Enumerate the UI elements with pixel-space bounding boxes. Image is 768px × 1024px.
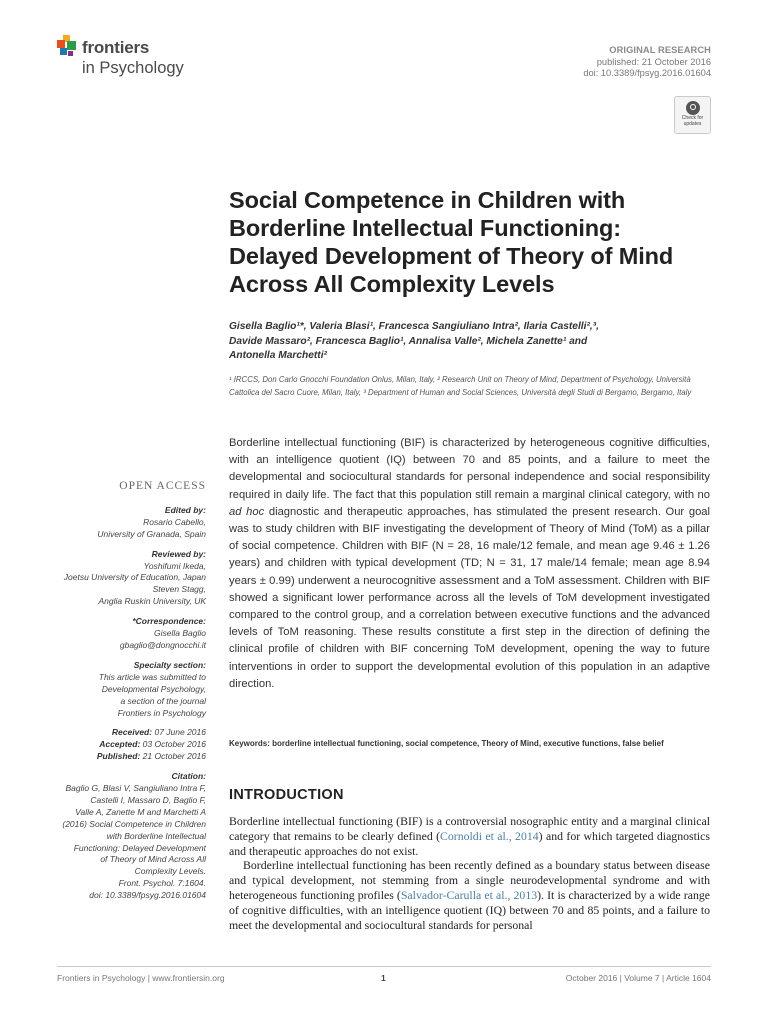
frontiers-logo-icon: [57, 34, 81, 60]
introduction-body: [229, 814, 710, 932]
article-title: Social Competence in Children with Borderline Intellectual Functioning: Delayed Development of Theory of Mind Across All Complexity Levels: [229, 187, 674, 297]
paragraph: Borderline intellectual functioning has been recently defined as a boundary status between disease and typical development, not stemming from a single neurodevelopmental syndrome and with heterogeneous functioning profiles (Salvador-Carulla et al., 2013). It is characterized by a wide range of cognitive difficulties, with an intelligence quotient (IQ) between 70 and 85 points, and a failure to meet the developmental and sociocultural standards for personal: [229, 858, 710, 932]
citation-link[interactable]: Cornoldi et al., 2014: [440, 828, 539, 843]
updates-icon: [686, 101, 700, 115]
logo-text-journal: in Psychology: [82, 59, 184, 77]
journal-logo[interactable]: [57, 34, 217, 84]
check-for-updates-badge[interactable]: Check for updates: [674, 96, 711, 134]
article-sidebar: OPEN ACCESS Edited by: Rosario Cabello, University of Granada, Spain Reviewed by: Yoshifumi Ikeda, Joetsu University of Education, Japan Steven Stagg, Anglia Ruskin University, UK *Correspondence: Gisella Baglio gbaglio@dongnocchi.it Specialty section: This article was submitted to Developmental Psychology, a section of the journal Frontiers in Psychology Received: 07 June 2016 Accepted: 03 October 2016 Published: 21 October 2016 Citation: Baglio G, Blasi V, Sangiuliano Intra F, Castelli I, Massaro D, Baglio F, Valle A, Zanette M and Marchetti A (2016) Social Competence in Children with Borderline Intellectual Functioning: Delayed Development of Theory of Mind Across All Complexity Levels. Front. Psychol. 7:1604. doi: 10.3389/fpsyg.2016.01604: [60, 481, 206, 902]
doi[interactable]: doi: 10.3389/fpsyg.2016.01604: [583, 68, 711, 78]
abstract: Borderline intellectual functioning (BIF) is characterized by heterogeneous cognitive difficulties, with an intelligence quotient (IQ) between 70 and 85 points, and a failure to meet the developmental and sociocultural standards for personal independence and social responsibility required in daily life. The fact that this population still remain a marginal clinical category, with no ad hoc diagnostic and therapeutic approaches, has stimulated the present research. Our goal was to study children with BIF investigating the development of Theory of Mind (ToM) as a pillar of social competence. Children with BIF (N = 28, 16 male/12 female, and mean age 9.46 ± 1.26 years) and children with typical development (TD; N = 31, 17 male/14 female; mean age 8.94 years ± 0.99) underwent a neurocognitive assessment and a ToM assessment. Children with BIF showed a significant lower performance across all the levels of ToM development investigated compared to the control group, and a correlation between executive functions and the advanced levels of ToM reasoning. These results constitute a first step in the direction of defining the clinical profile of children with BIF concerning ToM development, opening the way to future interventions in order to support the developmental evolution of this population in an adaptive direction.: [229, 437, 710, 690]
footer-journal-url[interactable]: Frontiers in Psychology | www.frontiersin.org: [57, 973, 225, 983]
affiliations: ¹ IRCCS, Don Carlo Gnocchi Foundation Onlus, Milan, Italy, ² Research Unit on Theory of Mind, Department of Psychology, Università Cattolica del Sacro Cuore, Milan, Italy, ³ Department of Human and Social Sciences, Università degli Studi di Bergamo, Bergamo, Italy: [229, 375, 692, 397]
article-header-info: [583, 45, 711, 80]
published-date: published: 21 October 2016: [596, 56, 711, 67]
footer-volume-info: October 2016 | Volume 7 | Article 1604: [565, 973, 711, 983]
author-list: Gisella Baglio¹*, Valeria Blasi¹, Francesca Sangiuliano Intra², Ilaria Castelli²,³, Davide Massaro², Francesca Baglio¹, Annalisa Valle², Michela Zanette¹ and Antonella Marchetti²: [229, 321, 599, 361]
footer-divider: [57, 966, 711, 967]
section-heading-introduction: INTRODUCTION: [229, 787, 344, 803]
paragraph: Borderline intellectual functioning (BIF) is a controversial nosographic entity and a marginal clinical category that remains to be clearly defined (Cornoldi et al., 2014) and for which targeted diagnostics and therapeutic approaches do not exist.: [229, 814, 710, 858]
article-type: ORIGINAL RESEARCH: [609, 45, 711, 55]
logo-text-frontiers: frontiers: [82, 38, 150, 57]
page-number: 1: [381, 973, 386, 983]
correspondence-email[interactable]: gbaglio@dongnocchi.it: [119, 639, 206, 650]
citation-link[interactable]: Salvador-Carulla et al., 2013: [400, 887, 538, 902]
keywords: Keywords: borderline intellectual functioning, social competence, Theory of Mind, executive functions, false belief: [229, 739, 664, 748]
citation-doi[interactable]: doi: 10.3389/fpsyg.2016.01604: [89, 890, 206, 901]
open-access-label: OPEN ACCESS: [119, 480, 206, 492]
